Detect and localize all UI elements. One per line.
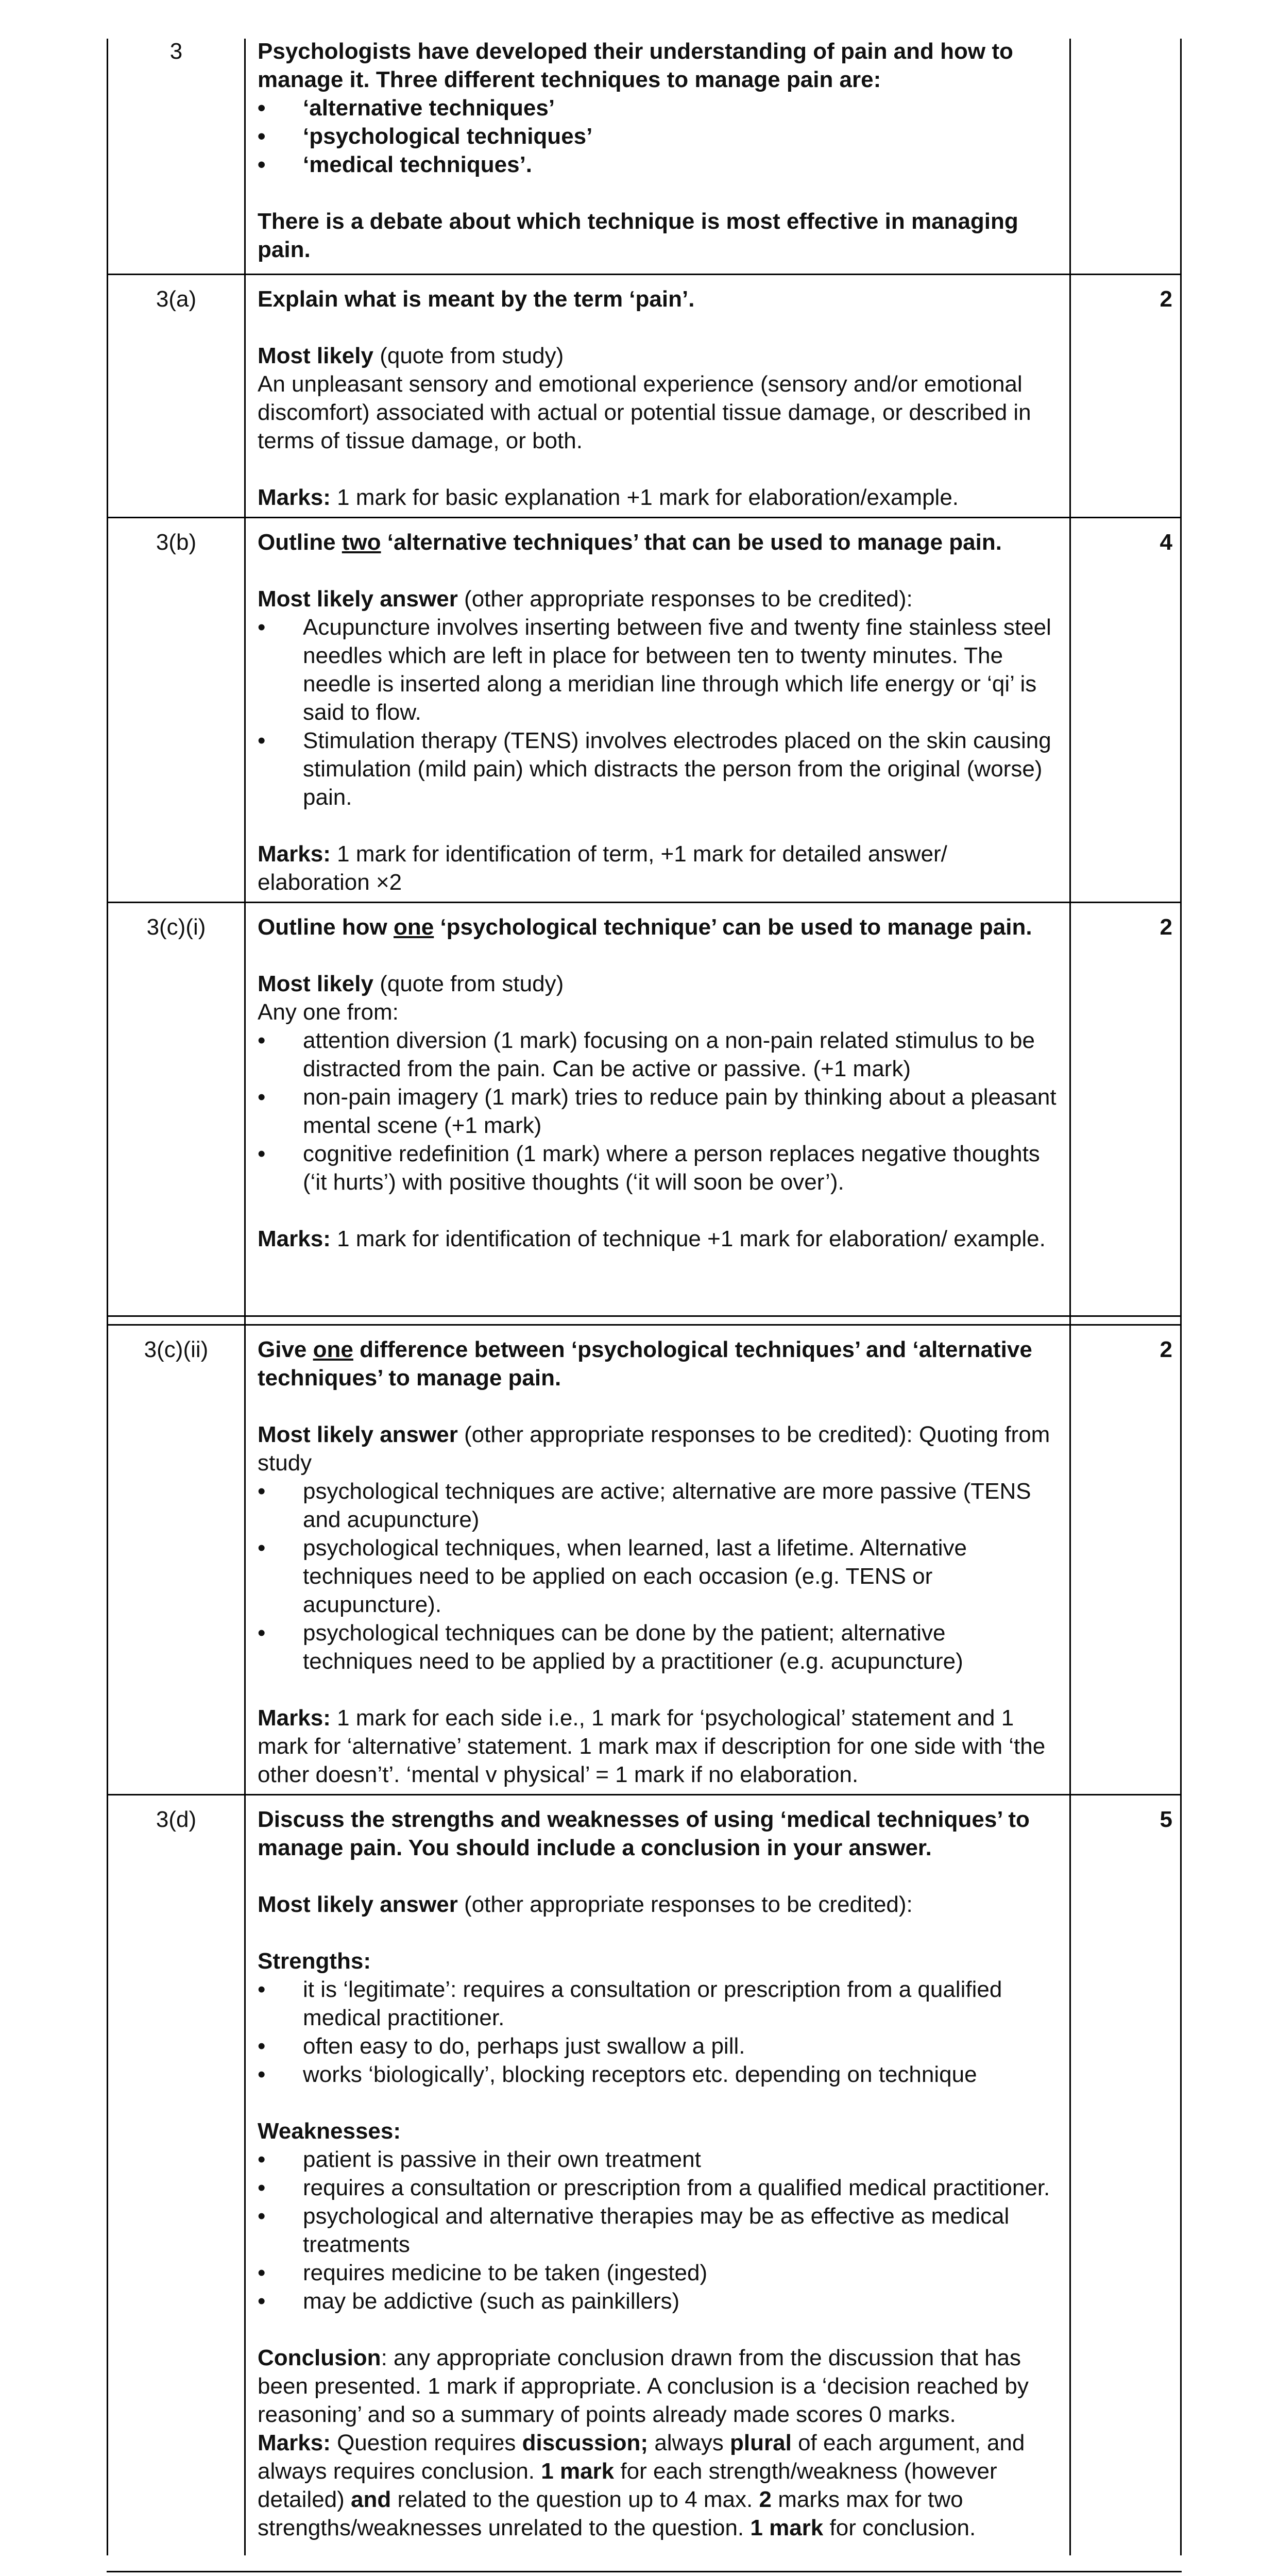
question-number: 3(c)(ii) (144, 1337, 209, 1362)
question-body (258, 1805, 1061, 2542)
list-item: • may be addictive (such as painkillers) (258, 2287, 1061, 2315)
list-item: • Acupuncture involves inserting between five and twenty fine stainless steel needles which are left in place for between ten to twenty minutes. The needle is inserted along a meridian line through which life energy or ‘qi’ is said to flow. (258, 613, 1061, 726)
table-border-bottom (107, 2571, 1182, 2572)
question-text: Explain what is meant by the term ‘pain’. (258, 286, 695, 312)
technique-list (258, 94, 1061, 179)
list-item: • ‘alternative techniques’ (258, 94, 1061, 122)
list-item: • psychological and alternative therapies may be as effective as medical treatments (258, 2202, 1061, 2259)
row-divider (107, 1315, 1182, 1317)
list-item: • attention diversion (1 mark) focusing on a non-pain related stimulus to be distracted from the pain. Can be active or passive. (+1 mark) (258, 1026, 1061, 1083)
question-number: 3 (169, 39, 183, 64)
marks-value: 2 (1160, 914, 1172, 940)
weaknesses-heading: Weaknesses: (258, 2119, 401, 2144)
answer-text: An unpleasant sensory and emotional experience (sensory and/or emotional discomfort) associated with actual or potential tissue damage, or described in terms of tissue damage, or both. (258, 371, 1031, 453)
question-text: Give one difference between ‘psychological techniques’ and ‘alternative techniques’ to manage pain. (258, 1337, 1032, 1391)
table-divider-1 (244, 39, 246, 2555)
table-border-right (1180, 39, 1182, 2555)
question-body (258, 1335, 1061, 1789)
list-item: • psychological techniques are active; alternative are more passive (TENS and acupuncture) (258, 1477, 1061, 1534)
list-item: • non-pain imagery (1 mark) tries to reduce pain by thinking about a pleasant mental scene (+1 mark) (258, 1083, 1061, 1140)
question-number: 3(d) (156, 1807, 197, 1832)
list-item: • requires medicine to be taken (ingested) (258, 2259, 1061, 2287)
weaknesses-list (258, 2145, 1061, 2315)
question-number: 3(a) (156, 286, 197, 312)
row-divider (107, 902, 1182, 903)
any-one-from: Any one from: (258, 999, 399, 1025)
list-item: • psychological techniques can be done by the patient; alternative techniques need to be applied by a practitioner (e.g. acupuncture) (258, 1619, 1061, 1675)
list-item: • often easy to do, perhaps just swallow a pill. (258, 2032, 1061, 2060)
question-body (258, 913, 1061, 1253)
marks-guidance: Marks: 1 mark for identification of technique +1 mark for elaboration/ example. (258, 1226, 1046, 1251)
question-text: Outline two ‘alternative techniques’ that can be used to manage pain. (258, 530, 1002, 555)
stem-intro: Psychologists have developed their understanding of pain and how to manage it. Three different techniques to manage pain are: (258, 39, 1013, 92)
most-likely-label: Most likely answer (other appropriate responses to be credited): (258, 1892, 913, 1917)
question-number: 3(c)(i) (146, 914, 206, 940)
list-item: • patient is passive in their own treatment (258, 2145, 1061, 2174)
marks-value: 2 (1160, 1337, 1172, 1362)
marks-value: 4 (1160, 530, 1172, 555)
question-text: Discuss the strengths and weaknesses of using ‘medical techniques’ to manage pain. You should include a conclusion in your answer. (258, 1807, 1030, 1860)
question-text: Outline how one ‘psychological technique’ can be used to manage pain. (258, 914, 1032, 940)
marks-guidance: Marks: Question requires discussion; always plural of each argument, and always requires conclusion. 1 mark for each strength/weakness (however detailed) and related to the question up to 4 max. 2 marks max for two strengths/weaknesses unrelated to the question. 1 mark for conclusion. (258, 2430, 1025, 2540)
marks-value: 2 (1160, 286, 1172, 312)
list-item: • requires a consultation or prescription from a qualified medical practitioner. (258, 2174, 1061, 2202)
question-stem (258, 37, 1061, 264)
most-likely-label: Most likely (quote from study) (258, 971, 564, 996)
marks-value: 5 (1160, 1807, 1172, 1832)
strengths-list (258, 1975, 1061, 2089)
row-divider (107, 1324, 1182, 1326)
question-body (258, 528, 1061, 896)
answer-list (258, 1026, 1061, 1196)
conclusion-guidance: Conclusion: any appropriate conclusion drawn from the discussion that has been presented. 1 mark if appropriate. A conclusion is a ‘decision reached by reasoning’ and so a summary of points already made scores 0 marks. (258, 2345, 1029, 2427)
table-divider-2 (1069, 39, 1071, 2555)
list-item: • ‘medical techniques’. (258, 150, 1061, 179)
list-item: • Stimulation therapy (TENS) involves electrodes placed on the skin causing stimulation (mild pain) which distracts the person from the original (worse) pain. (258, 726, 1061, 811)
list-item: • cognitive redefinition (1 mark) where a person replaces negative thoughts (‘it hurts’) with positive thoughts (‘it will soon be over’). (258, 1140, 1061, 1196)
answer-list (258, 613, 1061, 811)
list-item: • psychological techniques, when learned, last a lifetime. Alternative techniques need to be applied on each occasion (e.g. TENS or acupuncture). (258, 1534, 1061, 1619)
strengths-heading: Strengths: (258, 1948, 371, 1974)
list-item: • works ‘biologically’, blocking receptors etc. depending on technique (258, 2060, 1061, 2089)
question-body (258, 285, 1061, 512)
most-likely-label: Most likely (quote from study) (258, 343, 564, 368)
marks-guidance: Marks: 1 mark for basic explanation +1 mark for elaboration/example. (258, 485, 959, 510)
most-likely-label: Most likely answer (other appropriate responses to be credited): (258, 586, 913, 612)
list-item: • ‘psychological techniques’ (258, 122, 1061, 150)
row-divider (107, 274, 1182, 275)
marks-guidance: Marks: 1 mark for identification of term, +1 mark for detailed answer/ elaboration ×2 (258, 841, 947, 895)
most-likely-label: Most likely answer (other appropriate responses to be credited): Quoting from study (258, 1422, 1050, 1476)
answer-list (258, 1477, 1061, 1675)
stem-debate: There is a debate about which technique is most effective in managing pain. (258, 209, 1018, 262)
row-divider (107, 1794, 1182, 1795)
row-divider (107, 517, 1182, 518)
question-number: 3(b) (156, 530, 197, 555)
list-item: • it is ‘legitimate’: requires a consultation or prescription from a qualified medical practitioner. (258, 1975, 1061, 2032)
table-border-left (107, 39, 108, 2555)
marks-guidance: Marks: 1 mark for each side i.e., 1 mark for ‘psychological’ statement and 1 mark for ‘alternative’ statement. 1 mark max if description for one side with ‘the other doesn’t’. ‘mental v physical’ = 1 mark if no elaboration. (258, 1705, 1046, 1787)
